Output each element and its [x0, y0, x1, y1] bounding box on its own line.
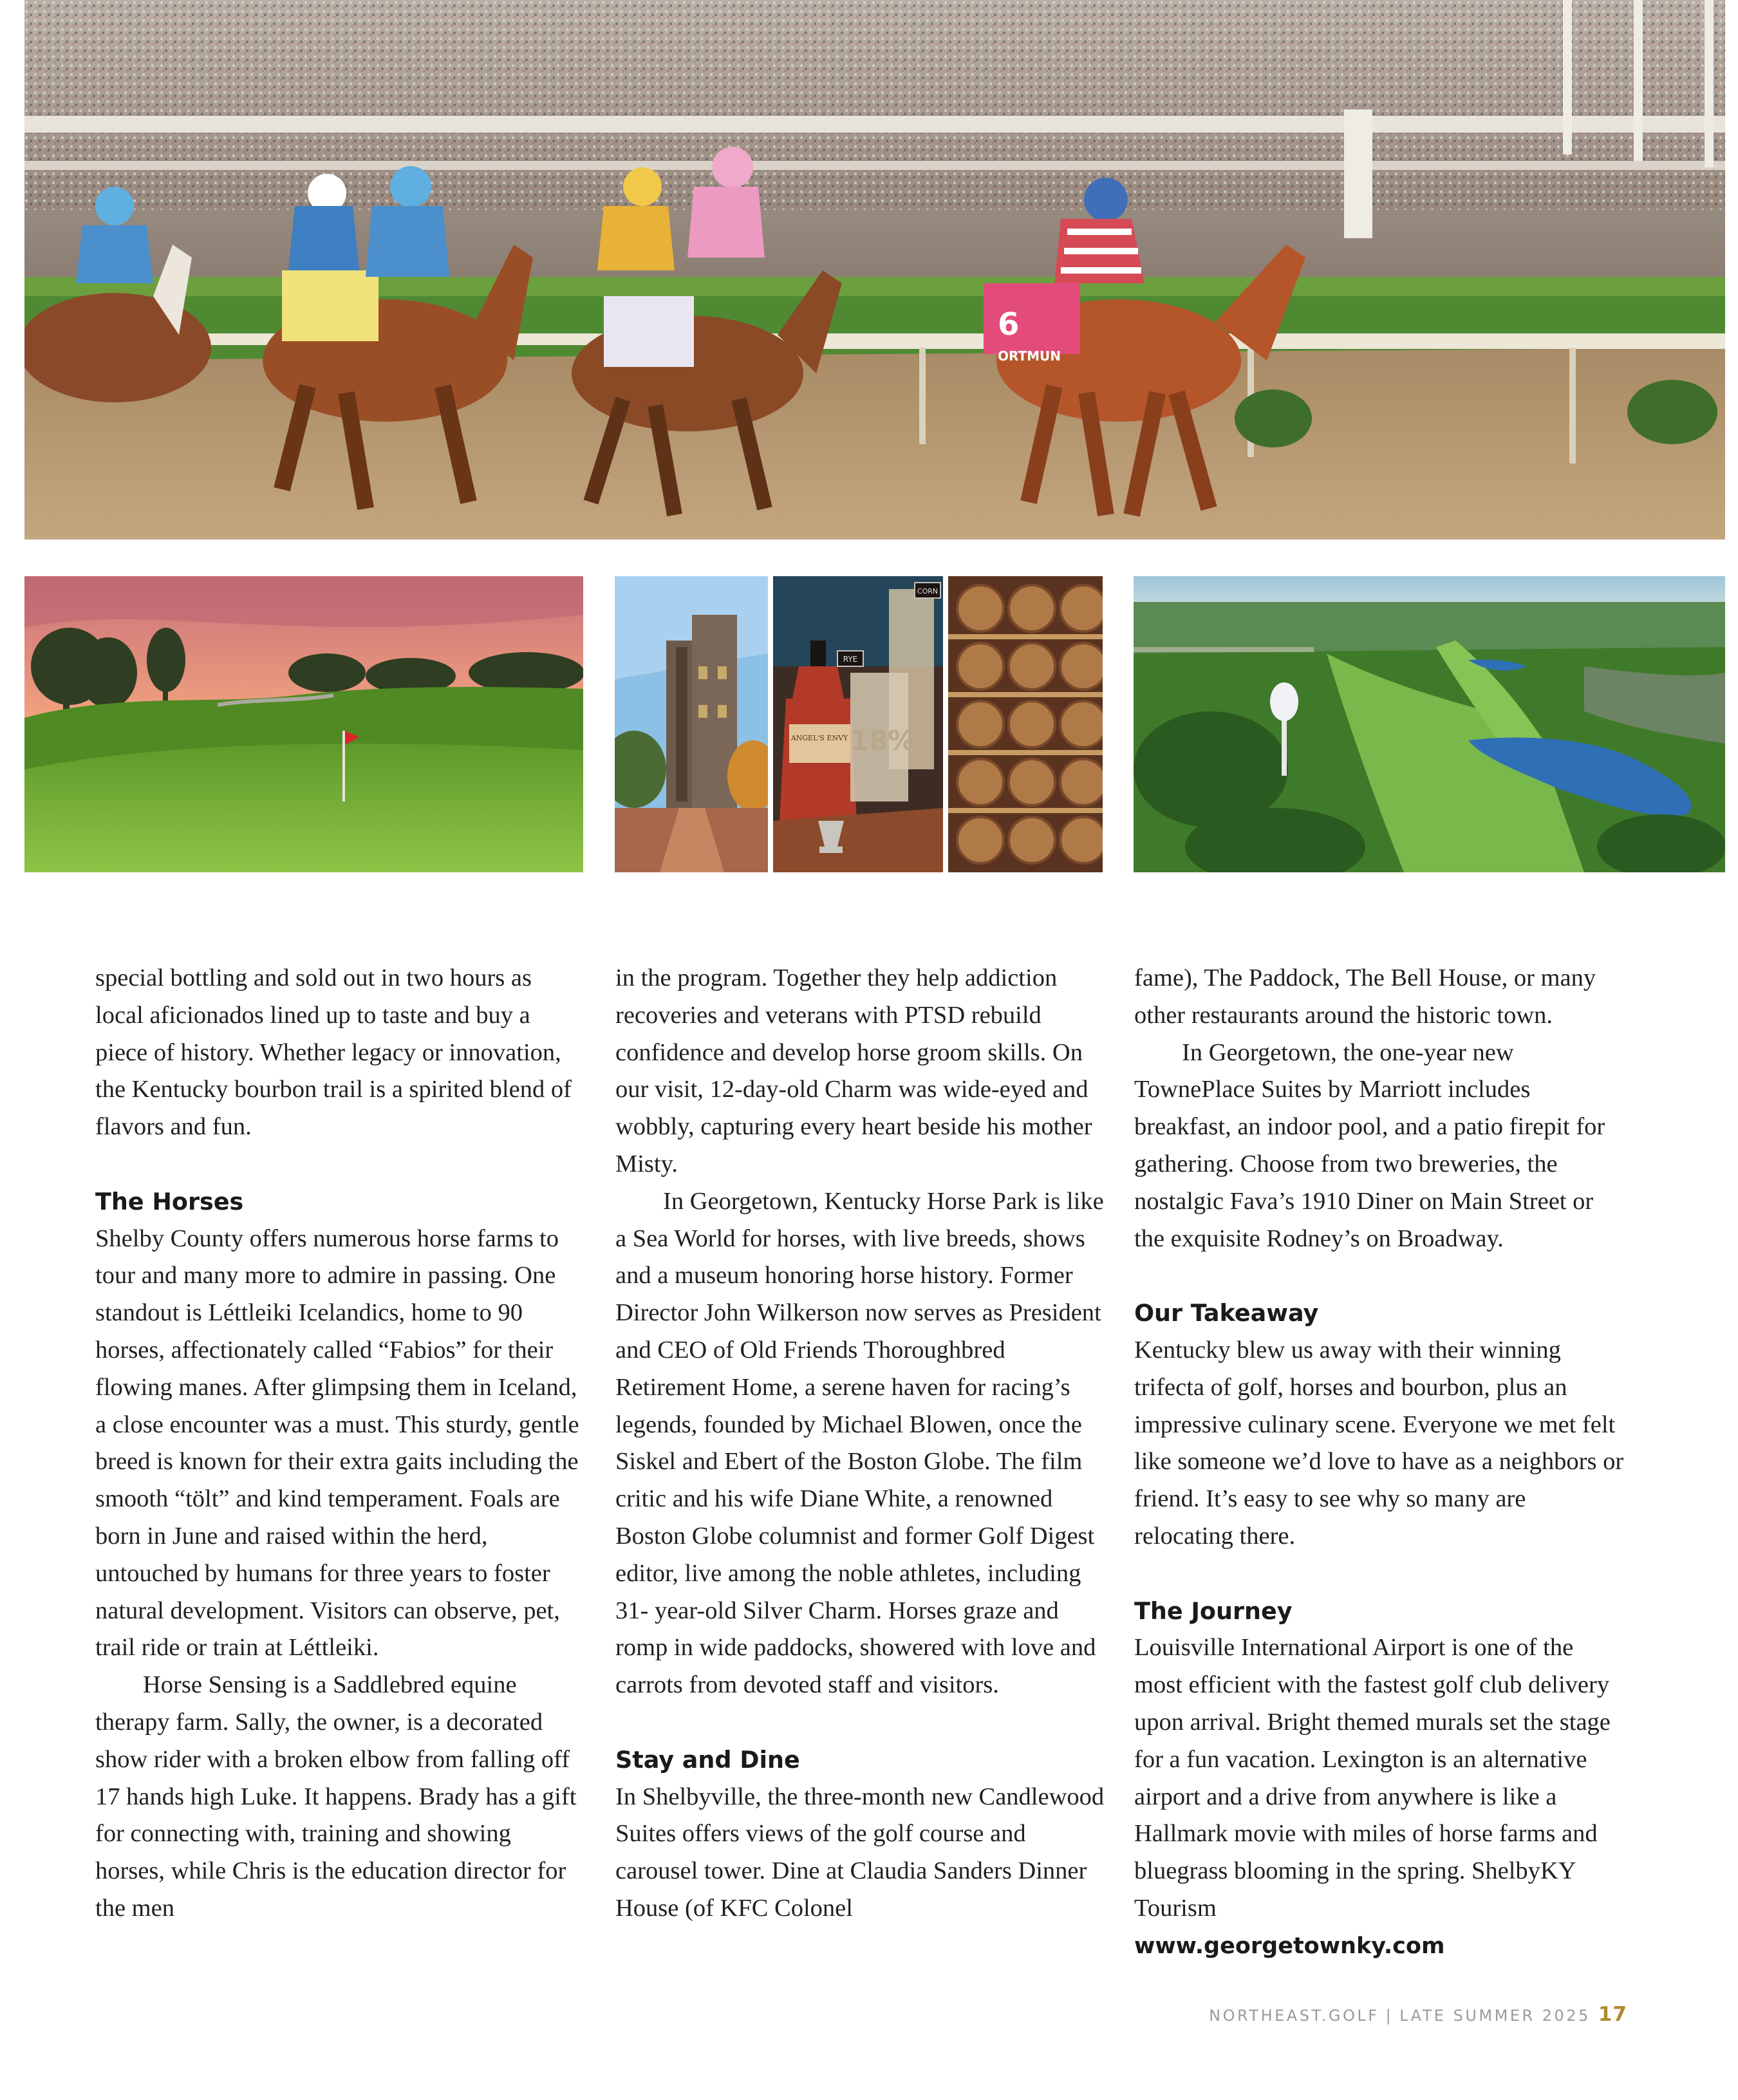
- body-paragraph: Louisville International Airport is one of the most efficient with the fastest golf club delivery upon arrival. Bright themed murals set the stage for a fun vacation. Lexington is an alternative airport and a drive from anywhere is like a Hallmark movie with miles of horse farms and bluegrass blooming in the spring. ShelbyKY Tourism: [1134, 1634, 1611, 1922]
- rye-tag: RYE: [843, 655, 858, 664]
- jar-percent: 18%: [850, 725, 915, 756]
- article-column-1: [95, 960, 586, 1927]
- body-paragraph: In Georgetown, the one-year new TownePlace Suites by Marriott includes breakfast, an indoor pool, and a patio firepit for gathering. Choose from two breweries, the nostalgic Fava’s 1910 Diner on Main Street or the exquisite Rodney’s on Broadway.: [1134, 1038, 1605, 1252]
- section-heading-the-horses: The Horses: [95, 1187, 244, 1215]
- saddlecloth-name: ORTMUN: [998, 348, 1061, 364]
- body-paragraph: In Shelbyville, the three-month new Candlewood Suites offers views of the golf course and carousel tower. Dine at Claudia Sanders Dinner House (of KFC Colonel: [615, 1783, 1105, 1922]
- aerial-golf-course-photo: [1134, 576, 1725, 872]
- body-paragraph: In Georgetown, Kentucky Horse Park is like a Sea World for horses, with live breeds, shows and a museum honoring horse history. Former Director John Wilkerson now serves as President and CEO of Old Friends Thoroughbred Retirement Home, a serene haven for racing’s legends, founded by Michael Blowen, once the Siskel and Ebert of the Boston Globe. The film critic and his wife Diane White, a renowned Boston Globe columnist and former Golf Digest editor, live among the noble athletes, including 31- year-old Silver Charm. Horses graze and romp in wide paddocks, showered with love and carrots from devoted staff and visitors.: [615, 1187, 1104, 1699]
- article-column-3: [1134, 960, 1625, 1965]
- section-heading-our-takeaway: Our Takeaway: [1134, 1299, 1319, 1327]
- website-link[interactable]: www.georgetownky.com: [1134, 1933, 1445, 1959]
- body-paragraph: special bottling and sold out in two hours as local aficionados lined up to taste and buy a piece of history. Whether legacy or innovation, the Kentucky bourbon trail is a spirited blend of flavors and fun.: [95, 964, 572, 1141]
- article-column-2: [615, 960, 1106, 1927]
- bourbon-barrels-photo: [948, 576, 1103, 872]
- body-paragraph: Kentucky blew us away with their winning trifecta of golf, horses and bourbon, plus an impressive culinary scene. Everyone we met felt like someone we’d love to have as a neighbors or friend. It’s easy to see why so many are relocating there.: [1134, 1336, 1624, 1550]
- bottle-brand-label: ANGEL'S ENVY: [790, 734, 848, 742]
- body-paragraph: in the program. Together they help addiction recoveries and veterans with PTSD rebuild confidence and develop horse groom skills. On our visit, 12-day-old Charm was wide-eyed and wobbly, capturing every heart beside his mother Misty.: [615, 964, 1092, 1177]
- section-heading-the-journey: The Journey: [1134, 1597, 1293, 1625]
- issue-date: LATE SUMMER 2025: [1399, 2007, 1591, 2025]
- corn-tag: CORN: [917, 587, 939, 595]
- saddlecloth-number: 6: [998, 306, 1020, 342]
- page-folio: [1209, 1999, 1627, 2031]
- bourbon-photo-collage: [615, 576, 1103, 872]
- body-paragraph: Shelby County offers numerous horse farms to tour and many more to admire in passing. One standout is Léttleiki Icelandics, home to 90 horses, affectionately called “Fabios” for their flowing manes. After glimpsing them in Iceland, a close encounter was a must. This sturdy, gentle breed is known for their extra gaits including the smooth “tölt” and kind temperament. Foals are born in June and raised within the herd, untouched by humans for three years to foster natural development. Visitors can observe, pet, trail ride or train at Léttleiki.: [95, 1224, 579, 1662]
- body-paragraph: fame), The Paddock, The Bell House, or many other restaurants around the historic town.: [1134, 964, 1596, 1029]
- section-heading-stay-and-dine: Stay and Dine: [615, 1745, 800, 1774]
- bourbon-distillery-photo: [615, 576, 768, 872]
- folio-separator: |: [1385, 2007, 1394, 2025]
- page-number: 17: [1598, 2003, 1627, 2026]
- bourbon-bottle-photo: [773, 576, 943, 872]
- horse-race-photo: [24, 0, 1725, 539]
- golf-course-sunset-photo: [24, 576, 583, 872]
- publication-name: NORTHEAST.GOLF: [1209, 2007, 1379, 2025]
- body-paragraph: Horse Sensing is a Saddlebred equine therapy farm. Sally, the owner, is a decorated show rider with a broken elbow from falling off 17 hands high Luke. It happens. Brady has a gift for connecting with, training and showing horses, while Chris is the education director for the men: [95, 1671, 577, 1922]
